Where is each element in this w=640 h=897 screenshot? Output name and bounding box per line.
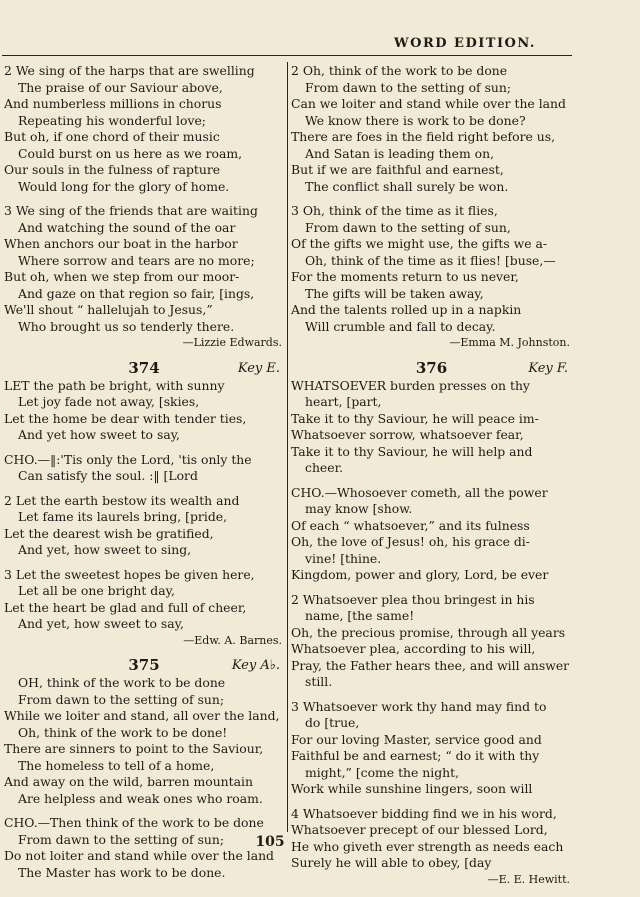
verse xyxy=(291,63,572,195)
verse-line: But oh, when we step from our moor- xyxy=(4,269,240,284)
verse-line: Would long for the glory of home. xyxy=(18,178,230,194)
hymn-key: Key A♭. xyxy=(231,658,280,673)
verse-line: WHATSOEVER burden presses on thy xyxy=(291,377,530,393)
verse-line: From dawn to the setting of sun; xyxy=(18,831,225,847)
verse-line: Let joy fade not away, [skies, xyxy=(18,394,200,409)
verse-line: heart, [part, xyxy=(305,394,382,409)
verse-line: Of each “ whatsoever,” and its fulness xyxy=(291,517,530,533)
verse-line: From dawn to the setting of sun; xyxy=(18,691,225,707)
verse-line: When anchors our boat in the harbor xyxy=(4,236,238,251)
verse-line: Let the heart be glad and full of cheer, xyxy=(4,599,247,615)
verse-line: Let all be one bright day, xyxy=(18,583,175,598)
verse-line: We'll shout “ hallelujah to Jesus,” xyxy=(4,302,213,317)
verse-line: For the moments return to us never, xyxy=(291,269,519,284)
chorus xyxy=(291,485,572,584)
verse-line: He who giveth ever strength as needs each xyxy=(291,838,564,854)
hymn-key: Key E. xyxy=(237,360,280,376)
verse-line: 4 Whatsoever bidding find we in his word, xyxy=(291,805,557,821)
verse-line: Take it to thy Saviour, he will help and xyxy=(291,443,533,459)
verse-line: Faithful be and earnest; “ do it with thy xyxy=(291,748,540,763)
verse-line: 3 Oh, think of the time as it flies, xyxy=(291,203,498,218)
verse-line: 3 We sing of the friends that are waiting xyxy=(4,203,258,218)
verse-line: Will crumble and fall to decay. xyxy=(305,318,496,334)
verse-line: And yet, how sweet to say, xyxy=(18,616,184,631)
verse-line: Let the home be dear with tender ties, xyxy=(4,410,247,426)
verse xyxy=(4,203,284,352)
hymn-key: Key F. xyxy=(528,360,568,376)
verse-line: 2 Oh, think of the work to be done xyxy=(291,63,508,78)
verse xyxy=(291,592,572,691)
verse xyxy=(4,378,284,444)
verse-line: Let fame its laurels bring, [pride, xyxy=(18,509,228,524)
verse-line: Whatsoever precept of our blessed Lord, xyxy=(291,822,548,837)
verse-line: Of the gifts we might use, the gifts we a- xyxy=(291,236,548,251)
verse-line: Are helpless and weak ones who roam. xyxy=(18,790,263,806)
verse xyxy=(4,63,284,195)
verse-line: Work while sunshine lingers, soon will xyxy=(291,781,533,796)
verse-line: Oh, think of the time as it flies! [buse,— xyxy=(305,252,556,268)
column-divider xyxy=(287,62,288,832)
verse-line: While we loiter and stand, all over the land, xyxy=(4,708,280,723)
page-number-text: 105 xyxy=(255,834,285,850)
verse-line: And Satan is leading them on, xyxy=(305,145,495,161)
hymn-number: 376 xyxy=(415,358,448,377)
verse-line: OH, think of the work to be done xyxy=(18,675,226,690)
verse-line: The gifts will be taken away, xyxy=(305,285,484,301)
verse-line: 3 Let the sweetest hopes be given here, xyxy=(4,566,255,582)
verse-line: name, [the same! xyxy=(305,608,415,623)
header-rule xyxy=(2,55,572,56)
verse-line: 2 Let the earth bestow its wealth and xyxy=(4,492,240,508)
verse-line: We know there is work to be done? xyxy=(305,112,526,128)
verse-line: Can satisfy the soul. :‖ [Lord xyxy=(18,468,198,483)
verse-line: The conflict shall surely be won. xyxy=(305,178,509,194)
verse-line: vine! [thine. xyxy=(305,550,382,566)
verse-line: Oh, the love of Jesus! oh, his grace di- xyxy=(291,534,530,549)
verse-line: Surely he will able to obey, [day xyxy=(291,855,492,870)
verse xyxy=(291,203,572,352)
verse-line: 3 Whatsoever work thy hand may find to xyxy=(291,698,547,714)
hymn-number: 375 xyxy=(128,656,160,674)
chorus xyxy=(4,452,284,485)
verse-line: Kingdom, power and glory, Lord, be ever xyxy=(291,567,549,582)
verse-line: Where sorrow and tears are no more; xyxy=(18,252,255,268)
verse-line: Oh, think of the work to be done! xyxy=(18,724,228,740)
verse-line: 2 We sing of the harps that are swelling xyxy=(4,63,255,78)
author-credit: —Lizzie Edwards. xyxy=(182,336,282,349)
verse xyxy=(291,378,572,477)
verse xyxy=(4,567,284,650)
verse-line: CHO.—Whosoever cometh, all the power xyxy=(291,484,548,500)
verse-line: There are foes in the field right before us, xyxy=(291,129,556,144)
verse-line: Whatsoever sorrow, whatsoever fear, xyxy=(291,427,524,442)
verse-line: CHO.—‖:'Tis only the Lord, 'tis only the xyxy=(4,451,252,467)
verse xyxy=(4,675,284,807)
verse-line: And yet, how sweet to sing, xyxy=(18,542,192,557)
verse-line: From dawn to the setting of sun, xyxy=(305,219,511,235)
verse-line: And away on the wild, barren mountain xyxy=(4,774,253,789)
verse-line: There are sinners to point to the Saviour, xyxy=(4,741,264,756)
page-number xyxy=(0,831,640,850)
verse-line: Whatsoever plea, according to his will, xyxy=(291,641,536,656)
verse-line: CHO.—Then think of the work to be done xyxy=(4,815,264,830)
verse-line: The praise of our Saviour above, xyxy=(18,79,223,95)
verse-line: For our loving Master, service good and xyxy=(291,731,542,747)
verse-line: Can we loiter and stand while over the land xyxy=(291,96,566,111)
verse-line: Our souls in the fulness of rapture xyxy=(4,162,221,177)
verse-line: cheer. xyxy=(305,460,344,475)
verse-line: The homeless to tell of a home, xyxy=(18,757,215,773)
verse-line: And watching the sound of the oar xyxy=(18,219,236,235)
verse-line: 2 Whatsoever plea thou bringest in his xyxy=(291,591,535,607)
author-credit: —Emma M. Johnston. xyxy=(449,336,570,349)
verse xyxy=(291,699,572,798)
verse-line: The Master has work to be done. xyxy=(18,864,226,880)
left-column xyxy=(4,63,284,881)
verse-line: Take it to thy Saviour, he will peace im- xyxy=(291,410,539,426)
verse-line: Oh, the precious promise, through all years xyxy=(291,624,566,640)
verse-line: And the talents rolled up in a napkin xyxy=(291,302,522,317)
edition-title: WORD EDITION. xyxy=(394,36,536,51)
verse-line: Who brought us so tenderly there. xyxy=(18,318,235,334)
verse-line: Could burst on us here as we roam, xyxy=(18,145,243,161)
hymn-number: 374 xyxy=(128,358,160,377)
verse-line: might,” [come the night, xyxy=(305,764,460,780)
hymn-heading xyxy=(291,358,572,378)
verse-line: LET the path be bright, with sunny xyxy=(4,377,225,393)
verse-line: And gaze on that region so fair, [ings, xyxy=(18,285,255,301)
verse-line: may know [show. xyxy=(305,501,413,516)
verse-line: But if we are faithful and earnest, xyxy=(291,162,504,177)
verse-line: Repeating his wonderful love; xyxy=(18,112,206,128)
page-header xyxy=(0,36,640,51)
verse-line: And numberless millions in chorus xyxy=(4,96,222,111)
hymn-heading xyxy=(4,655,284,675)
verse-line: From dawn to the setting of sun; xyxy=(305,79,512,95)
verse-line: Do not loiter and stand while over the land xyxy=(4,848,274,863)
verse-line: And yet how sweet to say, xyxy=(18,427,180,442)
hymn-heading xyxy=(4,358,284,378)
verse xyxy=(4,493,284,559)
verse-line: Pray, the Father hears thee, and will answer xyxy=(291,657,570,673)
verse-line: Let the dearest wish be gratified, xyxy=(4,525,214,541)
verse-line: But oh, if one chord of their music xyxy=(4,129,220,144)
verse-line: do [true, xyxy=(305,715,360,730)
verse-line: still. xyxy=(305,674,333,689)
author-credit: —Edw. A. Barnes. xyxy=(183,633,282,647)
author-credit: —E. E. Hewitt. xyxy=(487,872,570,886)
right-column xyxy=(291,63,572,888)
